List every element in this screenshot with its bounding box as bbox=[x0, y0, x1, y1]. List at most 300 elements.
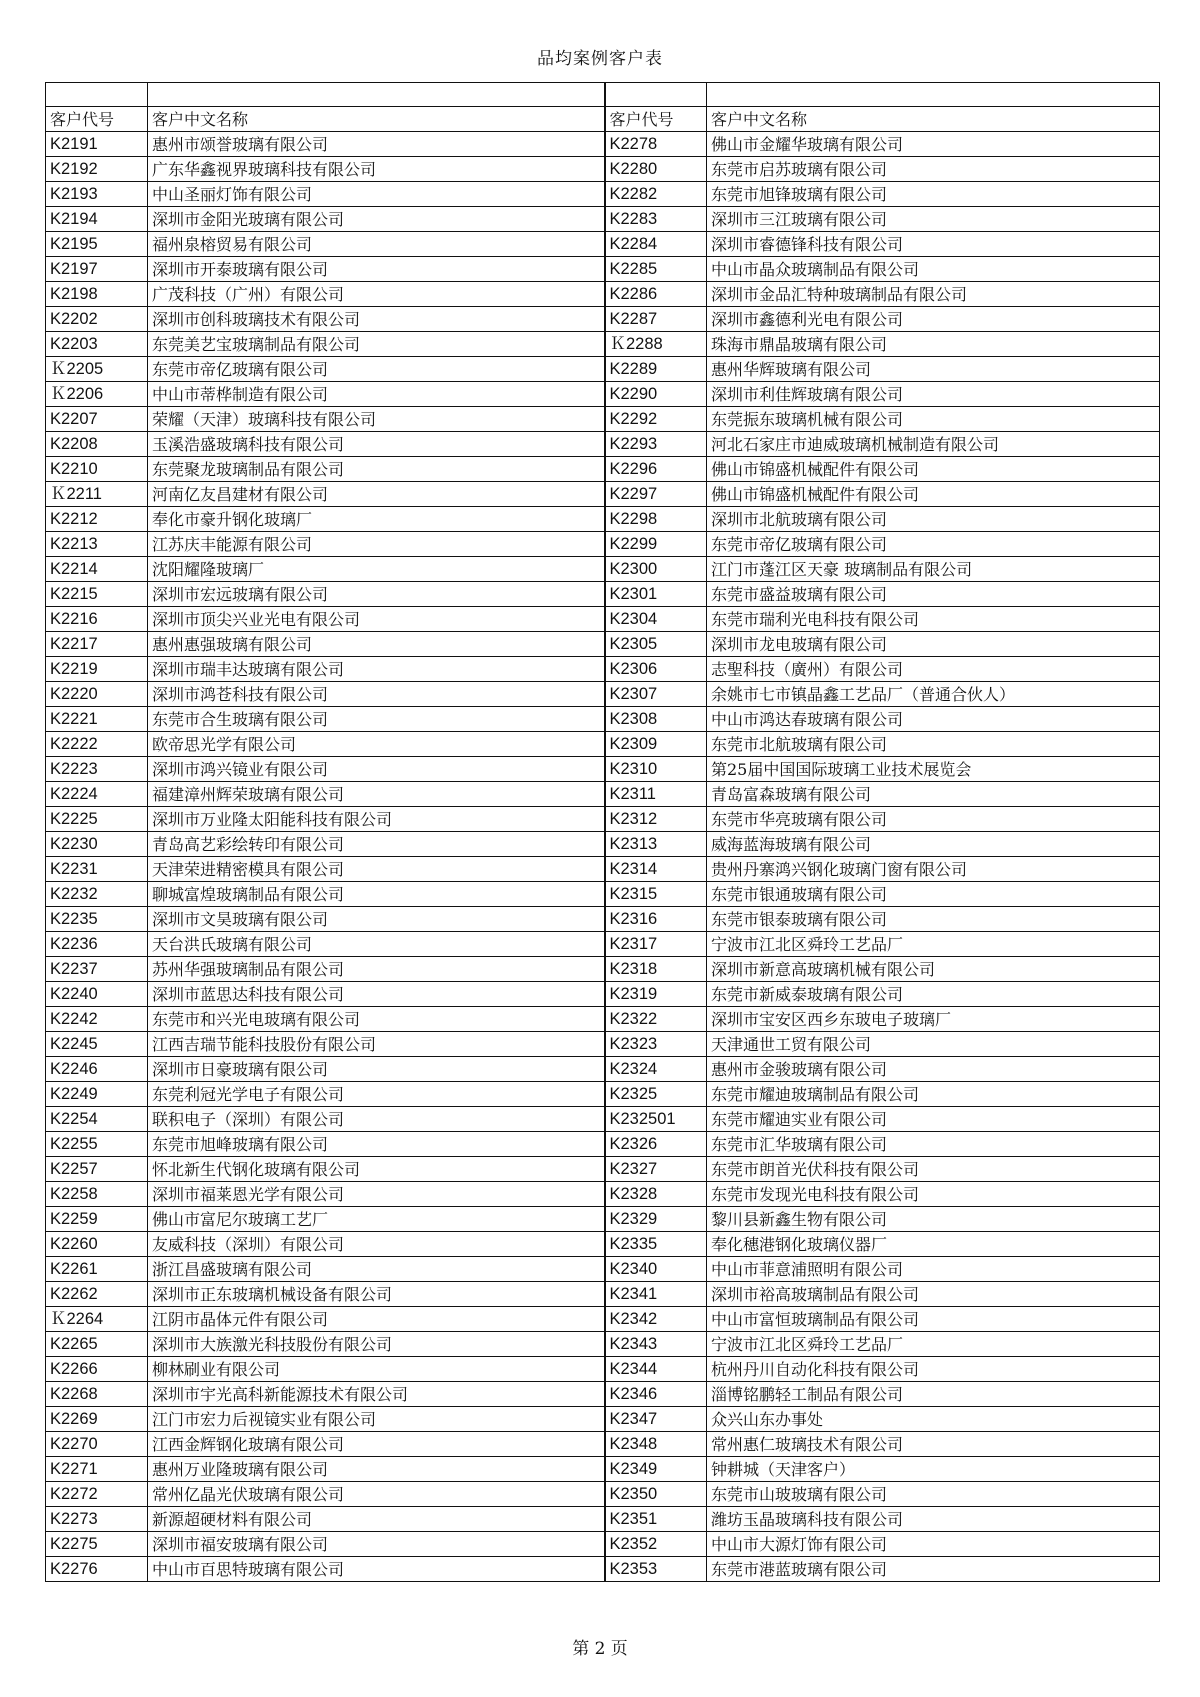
table-row bbox=[46, 757, 1160, 782]
customer-name-right: 常州惠仁玻璃技术有限公司 bbox=[707, 1432, 1160, 1457]
customer-name-right: 深圳市北航玻璃有限公司 bbox=[707, 507, 1160, 532]
customer-code-right: K2283 bbox=[605, 207, 707, 232]
table-row bbox=[46, 432, 1160, 457]
header-code-right: 客户代号 bbox=[605, 107, 707, 132]
customer-code-left: K2230 bbox=[46, 832, 148, 857]
customer-code-right: K2286 bbox=[605, 282, 707, 307]
table-row bbox=[46, 1157, 1160, 1182]
table-row bbox=[46, 507, 1160, 532]
customer-name-right: 惠州华辉玻璃有限公司 bbox=[707, 357, 1160, 382]
customer-name-left: 东莞美艺宝玻璃制品有限公司 bbox=[148, 332, 605, 357]
customer-code-left: K2262 bbox=[46, 1282, 148, 1307]
customer-code-right: K2353 bbox=[605, 1557, 707, 1582]
customer-name-left: 深圳市顶尖兴业光电有限公司 bbox=[148, 607, 605, 632]
customer-name-left: 深圳市金阳光玻璃有限公司 bbox=[148, 207, 605, 232]
table-row bbox=[46, 882, 1160, 907]
table-row bbox=[46, 1532, 1160, 1557]
customer-code-left: K2268 bbox=[46, 1382, 148, 1407]
customer-name-right: 深圳市利佳辉玻璃有限公司 bbox=[707, 382, 1160, 407]
customer-code-left: K2214 bbox=[46, 557, 148, 582]
customer-name-right: 余姚市七市镇晶鑫工艺品厂（普通合伙人） bbox=[707, 682, 1160, 707]
customer-code-left: K2237 bbox=[46, 957, 148, 982]
customer-code-right: K2315 bbox=[605, 882, 707, 907]
customer-name-right: 宁波市江北区舜玲工艺品厂 bbox=[707, 1332, 1160, 1357]
page-title: 品均案例客户表 bbox=[537, 49, 663, 69]
table-row bbox=[46, 1507, 1160, 1532]
customer-code-left: K2259 bbox=[46, 1207, 148, 1232]
header-row bbox=[46, 107, 1160, 132]
customer-code-left: K2275 bbox=[46, 1532, 148, 1557]
customer-name-left: 深圳市福安玻璃有限公司 bbox=[148, 1532, 605, 1557]
customer-code-left: K2207 bbox=[46, 407, 148, 432]
customer-code-left: K2195 bbox=[46, 232, 148, 257]
customer-name-right: 佛山市锦盛机械配件有限公司 bbox=[707, 482, 1160, 507]
customer-code-right: K2311 bbox=[605, 782, 707, 807]
table-row bbox=[46, 982, 1160, 1007]
customer-name-left: 东莞市帝亿玻璃有限公司 bbox=[148, 357, 605, 382]
customer-code-right: K2329 bbox=[605, 1207, 707, 1232]
customer-name-left: 东莞市和兴光电玻璃有限公司 bbox=[148, 1007, 605, 1032]
customer-name-right: 东莞市发现光电科技有限公司 bbox=[707, 1182, 1160, 1207]
customer-code-left: K2203 bbox=[46, 332, 148, 357]
customer-name-right: 东莞市华亮玻璃有限公司 bbox=[707, 807, 1160, 832]
customer-code-left: K2272 bbox=[46, 1482, 148, 1507]
customer-name-left: 深圳市创科玻璃技术有限公司 bbox=[148, 307, 605, 332]
customer-name-right: 东莞市瑞利光电科技有限公司 bbox=[707, 607, 1160, 632]
table-row bbox=[46, 1432, 1160, 1457]
customer-name-left: 青岛高艺彩绘转印有限公司 bbox=[148, 832, 605, 857]
customer-name-right: 中山市大源灯饰有限公司 bbox=[707, 1532, 1160, 1557]
customer-code-left: K2197 bbox=[46, 257, 148, 282]
customer-code-left: Ｋ2206 bbox=[46, 382, 148, 407]
customer-name-right: 深圳市龙电玻璃有限公司 bbox=[707, 632, 1160, 657]
customer-code-left: K2266 bbox=[46, 1357, 148, 1382]
table-row bbox=[46, 1407, 1160, 1432]
customer-code-right: K232501 bbox=[605, 1107, 707, 1132]
customer-name-left: 浙江昌盛玻璃有限公司 bbox=[148, 1257, 605, 1282]
customer-name-left: 联积电子（深圳）有限公司 bbox=[148, 1107, 605, 1132]
customer-code-right: K2319 bbox=[605, 982, 707, 1007]
customer-name-left: 沈阳耀隆玻璃厂 bbox=[148, 557, 605, 582]
table-row bbox=[46, 1482, 1160, 1507]
customer-code-right: K2351 bbox=[605, 1507, 707, 1532]
customer-name-right: 中山市晶众玻璃制品有限公司 bbox=[707, 257, 1160, 282]
customer-code-left: K2198 bbox=[46, 282, 148, 307]
customer-name-left: 深圳市蓝思达科技有限公司 bbox=[148, 982, 605, 1007]
customer-code-left: K2254 bbox=[46, 1107, 148, 1132]
customer-name-left: 惠州万业隆玻璃有限公司 bbox=[148, 1457, 605, 1482]
customer-name-left: 中山市蒂桦制造有限公司 bbox=[148, 382, 605, 407]
customer-code-right: K2299 bbox=[605, 532, 707, 557]
table-row bbox=[46, 1307, 1160, 1332]
customer-name-left: 江阴市晶体元件有限公司 bbox=[148, 1307, 605, 1332]
customer-name-left: 天台洪氏玻璃有限公司 bbox=[148, 932, 605, 957]
customer-name-left: 东莞市合生玻璃有限公司 bbox=[148, 707, 605, 732]
customer-code-right: K2324 bbox=[605, 1057, 707, 1082]
customer-name-right: 贵州丹寨鸿兴钢化玻璃门窗有限公司 bbox=[707, 857, 1160, 882]
customer-code-left: K2194 bbox=[46, 207, 148, 232]
customer-name-right: 东莞振东玻璃机械有限公司 bbox=[707, 407, 1160, 432]
table-row bbox=[46, 407, 1160, 432]
blank-cell bbox=[148, 83, 605, 107]
customer-code-right: K2328 bbox=[605, 1182, 707, 1207]
table-row bbox=[46, 1082, 1160, 1107]
customer-code-right: K2301 bbox=[605, 582, 707, 607]
table-row bbox=[46, 582, 1160, 607]
customer-name-right: 第25届中国国际玻璃工业技术展览会 bbox=[707, 757, 1160, 782]
customer-name-left: 江门市宏力后视镜实业有限公司 bbox=[148, 1407, 605, 1432]
customer-code-right: K2296 bbox=[605, 457, 707, 482]
customer-name-right: 东莞市北航玻璃有限公司 bbox=[707, 732, 1160, 757]
table-row bbox=[46, 282, 1160, 307]
table-row bbox=[46, 132, 1160, 157]
customer-name-right: 中山市菲意浦照明有限公司 bbox=[707, 1257, 1160, 1282]
customer-name-right: 奉化穗港钢化玻璃仪器厂 bbox=[707, 1232, 1160, 1257]
table-row bbox=[46, 1332, 1160, 1357]
customer-code-right: K2316 bbox=[605, 907, 707, 932]
customer-code-left: K2260 bbox=[46, 1232, 148, 1257]
table-row bbox=[46, 682, 1160, 707]
table-row bbox=[46, 1032, 1160, 1057]
customer-name-left: 聊城富煌玻璃制品有限公司 bbox=[148, 882, 605, 907]
customer-code-left: K2265 bbox=[46, 1332, 148, 1357]
customer-name-right: 黎川县新鑫生物有限公司 bbox=[707, 1207, 1160, 1232]
table-row bbox=[46, 632, 1160, 657]
table-row bbox=[46, 932, 1160, 957]
customer-name-left: 深圳市正东玻璃机械设备有限公司 bbox=[148, 1282, 605, 1307]
table-row bbox=[46, 1057, 1160, 1082]
customer-code-left: K2232 bbox=[46, 882, 148, 907]
customer-name-right: 东莞市朗首光伏科技有限公司 bbox=[707, 1157, 1160, 1182]
customer-code-right: K2327 bbox=[605, 1157, 707, 1182]
blank-cell bbox=[707, 83, 1160, 107]
customer-code-right: K2313 bbox=[605, 832, 707, 857]
customer-code-right: K2318 bbox=[605, 957, 707, 982]
customer-name-left: 欧帝思光学有限公司 bbox=[148, 732, 605, 757]
customer-code-left: K2217 bbox=[46, 632, 148, 657]
customer-code-left: K2224 bbox=[46, 782, 148, 807]
customer-code-left: K2245 bbox=[46, 1032, 148, 1057]
table-row bbox=[46, 182, 1160, 207]
customer-name-left: 河南亿友昌建材有限公司 bbox=[148, 482, 605, 507]
customer-code-right: K2317 bbox=[605, 932, 707, 957]
table-row bbox=[46, 1232, 1160, 1257]
customer-name-right: 威海蓝海玻璃有限公司 bbox=[707, 832, 1160, 857]
customer-name-right: 江门市蓬江区天豪 玻璃制品有限公司 bbox=[707, 557, 1160, 582]
customer-code-right: K2350 bbox=[605, 1482, 707, 1507]
customer-code-right: K2335 bbox=[605, 1232, 707, 1257]
customer-code-right: K2347 bbox=[605, 1407, 707, 1432]
customer-code-right: K2304 bbox=[605, 607, 707, 632]
customer-name-right: 东莞市盛益玻璃有限公司 bbox=[707, 582, 1160, 607]
customer-code-left: K2276 bbox=[46, 1557, 148, 1582]
table-row bbox=[46, 857, 1160, 882]
table-row bbox=[46, 1557, 1160, 1582]
customer-code-left: K2208 bbox=[46, 432, 148, 457]
customer-code-right: K2308 bbox=[605, 707, 707, 732]
table-row bbox=[46, 1357, 1160, 1382]
customer-name-left: 佛山市富尼尔玻璃工艺厂 bbox=[148, 1207, 605, 1232]
table-row bbox=[46, 657, 1160, 682]
customer-code-right: K2306 bbox=[605, 657, 707, 682]
customer-name-left: 深圳市万业隆太阳能科技有限公司 bbox=[148, 807, 605, 832]
customer-name-right: 天津通世工贸有限公司 bbox=[707, 1032, 1160, 1057]
customer-code-right: K2292 bbox=[605, 407, 707, 432]
customer-code-right: K2309 bbox=[605, 732, 707, 757]
customer-name-right: 河北石家庄市迪威玻璃机械制造有限公司 bbox=[707, 432, 1160, 457]
customer-name-right: 东莞市山玻玻璃有限公司 bbox=[707, 1482, 1160, 1507]
customer-code-right: Ｋ2288 bbox=[605, 332, 707, 357]
table-row bbox=[46, 707, 1160, 732]
customer-code-left: K2235 bbox=[46, 907, 148, 932]
customer-name-right: 东莞市港蓝玻璃有限公司 bbox=[707, 1557, 1160, 1582]
table-row bbox=[46, 482, 1160, 507]
customer-code-left: K2223 bbox=[46, 757, 148, 782]
customer-name-left: 新源超硬材料有限公司 bbox=[148, 1507, 605, 1532]
customer-name-left: 奉化市豪升钢化玻璃厂 bbox=[148, 507, 605, 532]
customer-code-left: K2246 bbox=[46, 1057, 148, 1082]
customer-code-left: K2212 bbox=[46, 507, 148, 532]
customer-name-right: 宁波市江北区舜玲工艺品厂 bbox=[707, 932, 1160, 957]
customer-name-left: 柳林刷业有限公司 bbox=[148, 1357, 605, 1382]
customer-code-left: K2257 bbox=[46, 1157, 148, 1182]
customer-name-right: 志聖科技（廣州）有限公司 bbox=[707, 657, 1160, 682]
table-row bbox=[46, 832, 1160, 857]
customer-code-left: K2273 bbox=[46, 1507, 148, 1532]
customer-name-right: 众兴山东办事处 bbox=[707, 1407, 1160, 1432]
customer-name-right: 东莞市银泰玻璃有限公司 bbox=[707, 907, 1160, 932]
customer-name-left: 江西金辉钢化玻璃有限公司 bbox=[148, 1432, 605, 1457]
customer-name-right: 中山市鸿达春玻璃有限公司 bbox=[707, 707, 1160, 732]
customer-code-right: K2298 bbox=[605, 507, 707, 532]
customer-code-left: K2215 bbox=[46, 582, 148, 607]
customer-code-left: K2193 bbox=[46, 182, 148, 207]
customer-name-left: 深圳市鸿兴镜业有限公司 bbox=[148, 757, 605, 782]
customer-name-right: 深圳市宝安区西乡东玻电子玻璃厂 bbox=[707, 1007, 1160, 1032]
customer-code-right: K2344 bbox=[605, 1357, 707, 1382]
customer-code-right: K2348 bbox=[605, 1432, 707, 1457]
page-footer: 第 2 页 bbox=[572, 1639, 628, 1659]
table-row bbox=[46, 232, 1160, 257]
customer-name-left: 深圳市鸿苍科技有限公司 bbox=[148, 682, 605, 707]
customer-name-left: 江苏庆丰能源有限公司 bbox=[148, 532, 605, 557]
customer-name-left: 天津荣进精密模具有限公司 bbox=[148, 857, 605, 882]
header-name-left: 客户中文名称 bbox=[148, 107, 605, 132]
customer-name-right: 青岛富森玻璃有限公司 bbox=[707, 782, 1160, 807]
customer-name-right: 深圳市三江玻璃有限公司 bbox=[707, 207, 1160, 232]
customer-code-left: K2269 bbox=[46, 1407, 148, 1432]
customer-name-left: 怀北新生代钢化玻璃有限公司 bbox=[148, 1157, 605, 1182]
customer-code-left: K2221 bbox=[46, 707, 148, 732]
customer-code-left: Ｋ2211 bbox=[46, 482, 148, 507]
customer-code-right: K2305 bbox=[605, 632, 707, 657]
customer-name-right: 东莞市新威泰玻璃有限公司 bbox=[707, 982, 1160, 1007]
customer-code-left: K2255 bbox=[46, 1132, 148, 1157]
customer-code-right: K2352 bbox=[605, 1532, 707, 1557]
customer-name-right: 东莞市汇华玻璃有限公司 bbox=[707, 1132, 1160, 1157]
customer-code-right: K2343 bbox=[605, 1332, 707, 1357]
customer-name-left: 惠州惠强玻璃有限公司 bbox=[148, 632, 605, 657]
table-row bbox=[46, 532, 1160, 557]
customer-code-right: K2326 bbox=[605, 1132, 707, 1157]
customer-name-left: 深圳市瑞丰达玻璃有限公司 bbox=[148, 657, 605, 682]
table-row bbox=[46, 732, 1160, 757]
customer-code-left: K2216 bbox=[46, 607, 148, 632]
customer-code-right: K2285 bbox=[605, 257, 707, 282]
header-name-right: 客户中文名称 bbox=[707, 107, 1160, 132]
customer-name-left: 中山圣丽灯饰有限公司 bbox=[148, 182, 605, 207]
customer-name-right: 淄博铭鹏轻工制品有限公司 bbox=[707, 1382, 1160, 1407]
customer-code-left: K2192 bbox=[46, 157, 148, 182]
customer-name-right: 深圳市金品汇特种玻璃制品有限公司 bbox=[707, 282, 1160, 307]
customer-name-right: 佛山市锦盛机械配件有限公司 bbox=[707, 457, 1160, 482]
customer-name-left: 玉溪浩盛玻璃科技有限公司 bbox=[148, 432, 605, 457]
customer-code-left: K2270 bbox=[46, 1432, 148, 1457]
customer-code-right: K2287 bbox=[605, 307, 707, 332]
customer-name-right: 深圳市新意高玻璃机械有限公司 bbox=[707, 957, 1160, 982]
header-code-left: 客户代号 bbox=[46, 107, 148, 132]
table-row bbox=[46, 382, 1160, 407]
customer-code-left: K2213 bbox=[46, 532, 148, 557]
customer-code-right: K2284 bbox=[605, 232, 707, 257]
table-row bbox=[46, 607, 1160, 632]
customer-name-right: 深圳市睿德锋科技有限公司 bbox=[707, 232, 1160, 257]
customer-name-right: 佛山市金耀华玻璃有限公司 bbox=[707, 132, 1160, 157]
customer-code-right: K2312 bbox=[605, 807, 707, 832]
table-row bbox=[46, 1207, 1160, 1232]
customer-name-left: 福州泉榕贸易有限公司 bbox=[148, 232, 605, 257]
customer-name-right: 惠州市金骏玻璃有限公司 bbox=[707, 1057, 1160, 1082]
customer-code-right: K2340 bbox=[605, 1257, 707, 1282]
blank-cell bbox=[46, 83, 148, 107]
customer-name-right: 钟耕城（天津客户） bbox=[707, 1457, 1160, 1482]
customer-name-left: 广茂科技（广州）有限公司 bbox=[148, 282, 605, 307]
customer-name-left: 广东华鑫视界玻璃科技有限公司 bbox=[148, 157, 605, 182]
customer-code-left: Ｋ2264 bbox=[46, 1307, 148, 1332]
customer-code-right: K2346 bbox=[605, 1382, 707, 1407]
customer-name-left: 荣耀（天津）玻璃科技有限公司 bbox=[148, 407, 605, 432]
customer-name-right: 杭州丹川自动化科技有限公司 bbox=[707, 1357, 1160, 1382]
table-row bbox=[46, 357, 1160, 382]
customer-code-right: K2289 bbox=[605, 357, 707, 382]
customer-code-left: K2258 bbox=[46, 1182, 148, 1207]
customer-name-left: 深圳市开泰玻璃有限公司 bbox=[148, 257, 605, 282]
customer-code-right: K2322 bbox=[605, 1007, 707, 1032]
customer-code-right: K2341 bbox=[605, 1282, 707, 1307]
customer-code-left: K2236 bbox=[46, 932, 148, 957]
customer-name-left: 深圳市文昊玻璃有限公司 bbox=[148, 907, 605, 932]
customer-code-left: K2225 bbox=[46, 807, 148, 832]
table-row bbox=[46, 957, 1160, 982]
customer-name-left: 常州亿晶光伏玻璃有限公司 bbox=[148, 1482, 605, 1507]
blank-row bbox=[46, 83, 1160, 107]
customer-code-right: K2297 bbox=[605, 482, 707, 507]
customer-name-right: 潍坊玉晶玻璃科技有限公司 bbox=[707, 1507, 1160, 1532]
table-row bbox=[46, 307, 1160, 332]
customer-code-left: K2222 bbox=[46, 732, 148, 757]
customer-table bbox=[45, 82, 1160, 1582]
customer-name-right: 珠海市鼎晶玻璃有限公司 bbox=[707, 332, 1160, 357]
customer-name-left: 中山市百思特玻璃有限公司 bbox=[148, 1557, 605, 1582]
customer-name-right: 中山市富恒玻璃制品有限公司 bbox=[707, 1307, 1160, 1332]
customer-name-left: 苏州华强玻璃制品有限公司 bbox=[148, 957, 605, 982]
customer-name-left: 江西吉瑞节能科技股份有限公司 bbox=[148, 1032, 605, 1057]
customer-name-left: 深圳市宇光高科新能源技术有限公司 bbox=[148, 1382, 605, 1407]
customer-code-right: K2278 bbox=[605, 132, 707, 157]
customer-code-left: K2219 bbox=[46, 657, 148, 682]
table-row bbox=[46, 807, 1160, 832]
table-body bbox=[46, 83, 1160, 1582]
table-row bbox=[46, 1457, 1160, 1482]
customer-code-left: K2191 bbox=[46, 132, 148, 157]
customer-code-left: K2202 bbox=[46, 307, 148, 332]
customer-name-left: 深圳市大族激光科技股份有限公司 bbox=[148, 1332, 605, 1357]
customer-code-left: K2249 bbox=[46, 1082, 148, 1107]
table-row bbox=[46, 157, 1160, 182]
table-row bbox=[46, 557, 1160, 582]
customer-code-left: K2240 bbox=[46, 982, 148, 1007]
table-row bbox=[46, 1282, 1160, 1307]
customer-name-left: 福建漳州辉荣玻璃有限公司 bbox=[148, 782, 605, 807]
customer-name-right: 东莞市启苏玻璃有限公司 bbox=[707, 157, 1160, 182]
customer-name-right: 东莞市旭锋玻璃有限公司 bbox=[707, 182, 1160, 207]
customer-code-left: K2261 bbox=[46, 1257, 148, 1282]
customer-code-right: K2314 bbox=[605, 857, 707, 882]
table-row bbox=[46, 1132, 1160, 1157]
customer-name-left: 东莞聚龙玻璃制品有限公司 bbox=[148, 457, 605, 482]
table-row bbox=[46, 1182, 1160, 1207]
customer-code-left: K2210 bbox=[46, 457, 148, 482]
customer-code-right: K2323 bbox=[605, 1032, 707, 1057]
customer-code-left: Ｋ2205 bbox=[46, 357, 148, 382]
customer-name-left: 深圳市宏远玻璃有限公司 bbox=[148, 582, 605, 607]
table-row bbox=[46, 1382, 1160, 1407]
table-row bbox=[46, 782, 1160, 807]
table-row bbox=[46, 907, 1160, 932]
customer-name-right: 深圳市裕高玻璃制品有限公司 bbox=[707, 1282, 1160, 1307]
customer-code-right: K2300 bbox=[605, 557, 707, 582]
table-row bbox=[46, 1107, 1160, 1132]
table-row bbox=[46, 1007, 1160, 1032]
table-row bbox=[46, 332, 1160, 357]
customer-code-right: K2310 bbox=[605, 757, 707, 782]
customer-code-left: K2242 bbox=[46, 1007, 148, 1032]
table-row bbox=[46, 457, 1160, 482]
customer-code-left: K2271 bbox=[46, 1457, 148, 1482]
customer-code-right: K2290 bbox=[605, 382, 707, 407]
customer-name-left: 深圳市日豪玻璃有限公司 bbox=[148, 1057, 605, 1082]
customer-code-right: K2342 bbox=[605, 1307, 707, 1332]
table-row bbox=[46, 257, 1160, 282]
customer-code-right: K2280 bbox=[605, 157, 707, 182]
customer-code-right: K2325 bbox=[605, 1082, 707, 1107]
table-row bbox=[46, 1257, 1160, 1282]
customer-code-right: K2349 bbox=[605, 1457, 707, 1482]
blank-cell bbox=[605, 83, 707, 107]
customer-code-left: K2220 bbox=[46, 682, 148, 707]
customer-code-right: K2293 bbox=[605, 432, 707, 457]
customer-name-right: 东莞市耀迪实业有限公司 bbox=[707, 1107, 1160, 1132]
customer-name-left: 东莞利冠光学电子有限公司 bbox=[148, 1082, 605, 1107]
customer-name-right: 深圳市鑫德利光电有限公司 bbox=[707, 307, 1160, 332]
customer-name-right: 东莞市帝亿玻璃有限公司 bbox=[707, 532, 1160, 557]
customer-code-left: K2231 bbox=[46, 857, 148, 882]
customer-code-right: K2307 bbox=[605, 682, 707, 707]
customer-name-left: 深圳市福莱恩光学有限公司 bbox=[148, 1182, 605, 1207]
table-row bbox=[46, 207, 1160, 232]
customer-name-left: 惠州市颂誉玻璃有限公司 bbox=[148, 132, 605, 157]
customer-name-left: 东莞市旭峰玻璃有限公司 bbox=[148, 1132, 605, 1157]
